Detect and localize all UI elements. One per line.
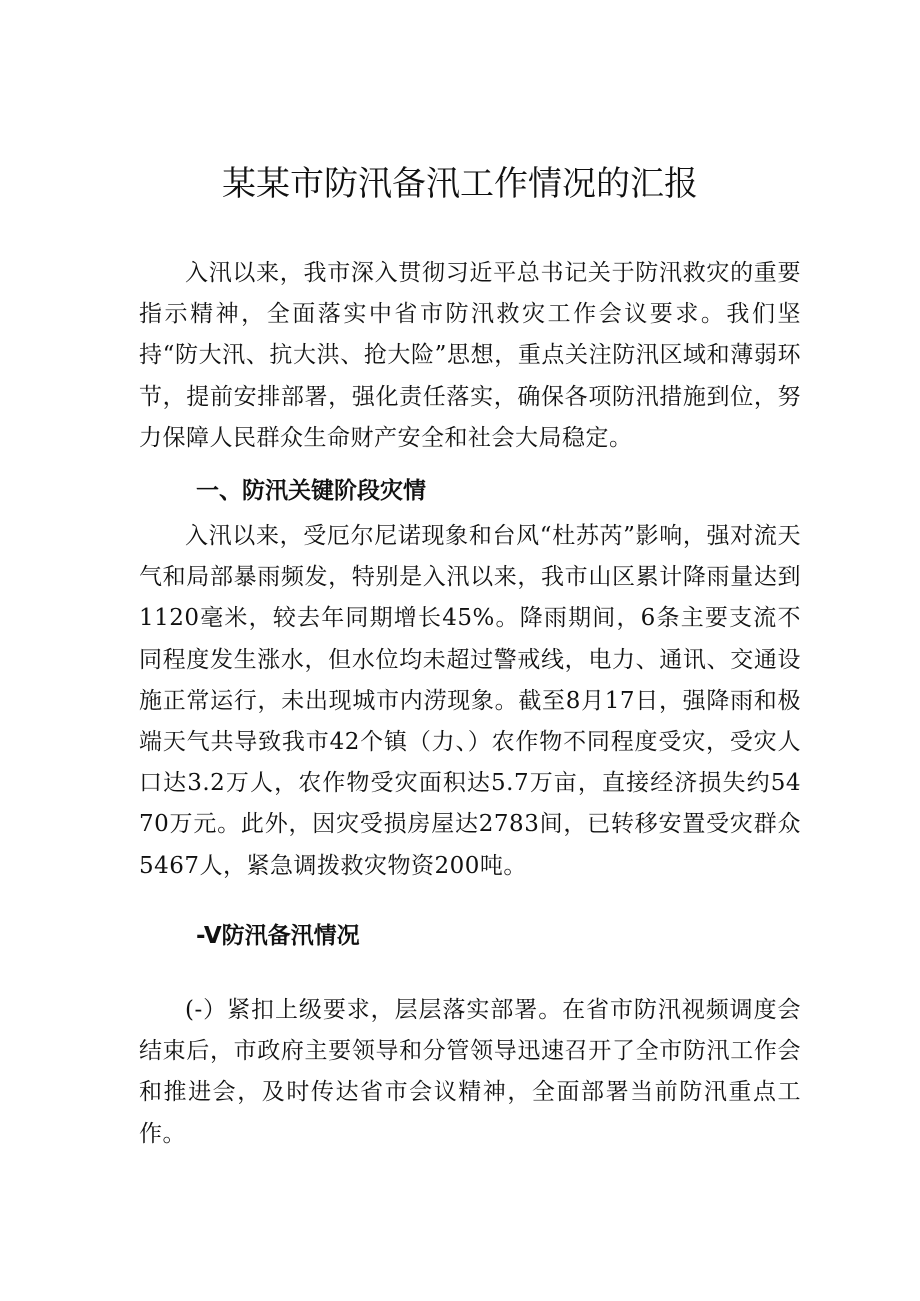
- disaster-paragraph: 入汛以来，受厄尔尼诺现象和台风“杜苏芮”影响，强对流天气和局部暴雨频发，特别是入汛以来，我市山区累计降雨量达到1120毫米，较去年同期增长45%。降雨期间，6条主要支流不同程度发生涨水，但水位均未超过警戒线，电力、通讯、交通设施正常运行，未出现城市内涝现象。截至8月17日，强降雨和极端天气共导致我市42个镇（力、）农作物不同程度受灾，受灾人口达3.2万人，农作物受灾面积达5.7万亩，直接经济损失约5470万元。此外，因灾受损房屋达2783间，已转移安置受灾群众5467人，紧急调拨救灾物资200吨。: [139, 523, 801, 879]
- section-heading-disaster: 一、防汛关键阶段灾情: [196, 478, 426, 504]
- preparation-paragraph: (-）紧扣上级要求，层层落实部署。在省市防汛视频调度会结束后，市政府主要领导和分管领导迅速召开了全市防汛工作会和推进会，及时传达省市会议精神，全面部署当前防汛重点工作。: [139, 997, 801, 1147]
- section-heading-preparation: -V防汛备汛情况: [196, 923, 360, 949]
- document-title: 某某市防汛备汛工作情况的汇报: [222, 164, 698, 204]
- intro-paragraph: 入汛以来，我市深入贯彻习近平总书记关于防汛救灾的重要指示精神，全面落实中省市防汛救灾工作会议要求。我们坚持“防大汛、抗大洪、抢大险”思想，重点关注防汛区域和薄弱环节，提前安排部署，强化责任落实，确保各项防汛措施到位，努力保障人民群众生命财产安全和社会大局稳定。: [139, 260, 801, 451]
